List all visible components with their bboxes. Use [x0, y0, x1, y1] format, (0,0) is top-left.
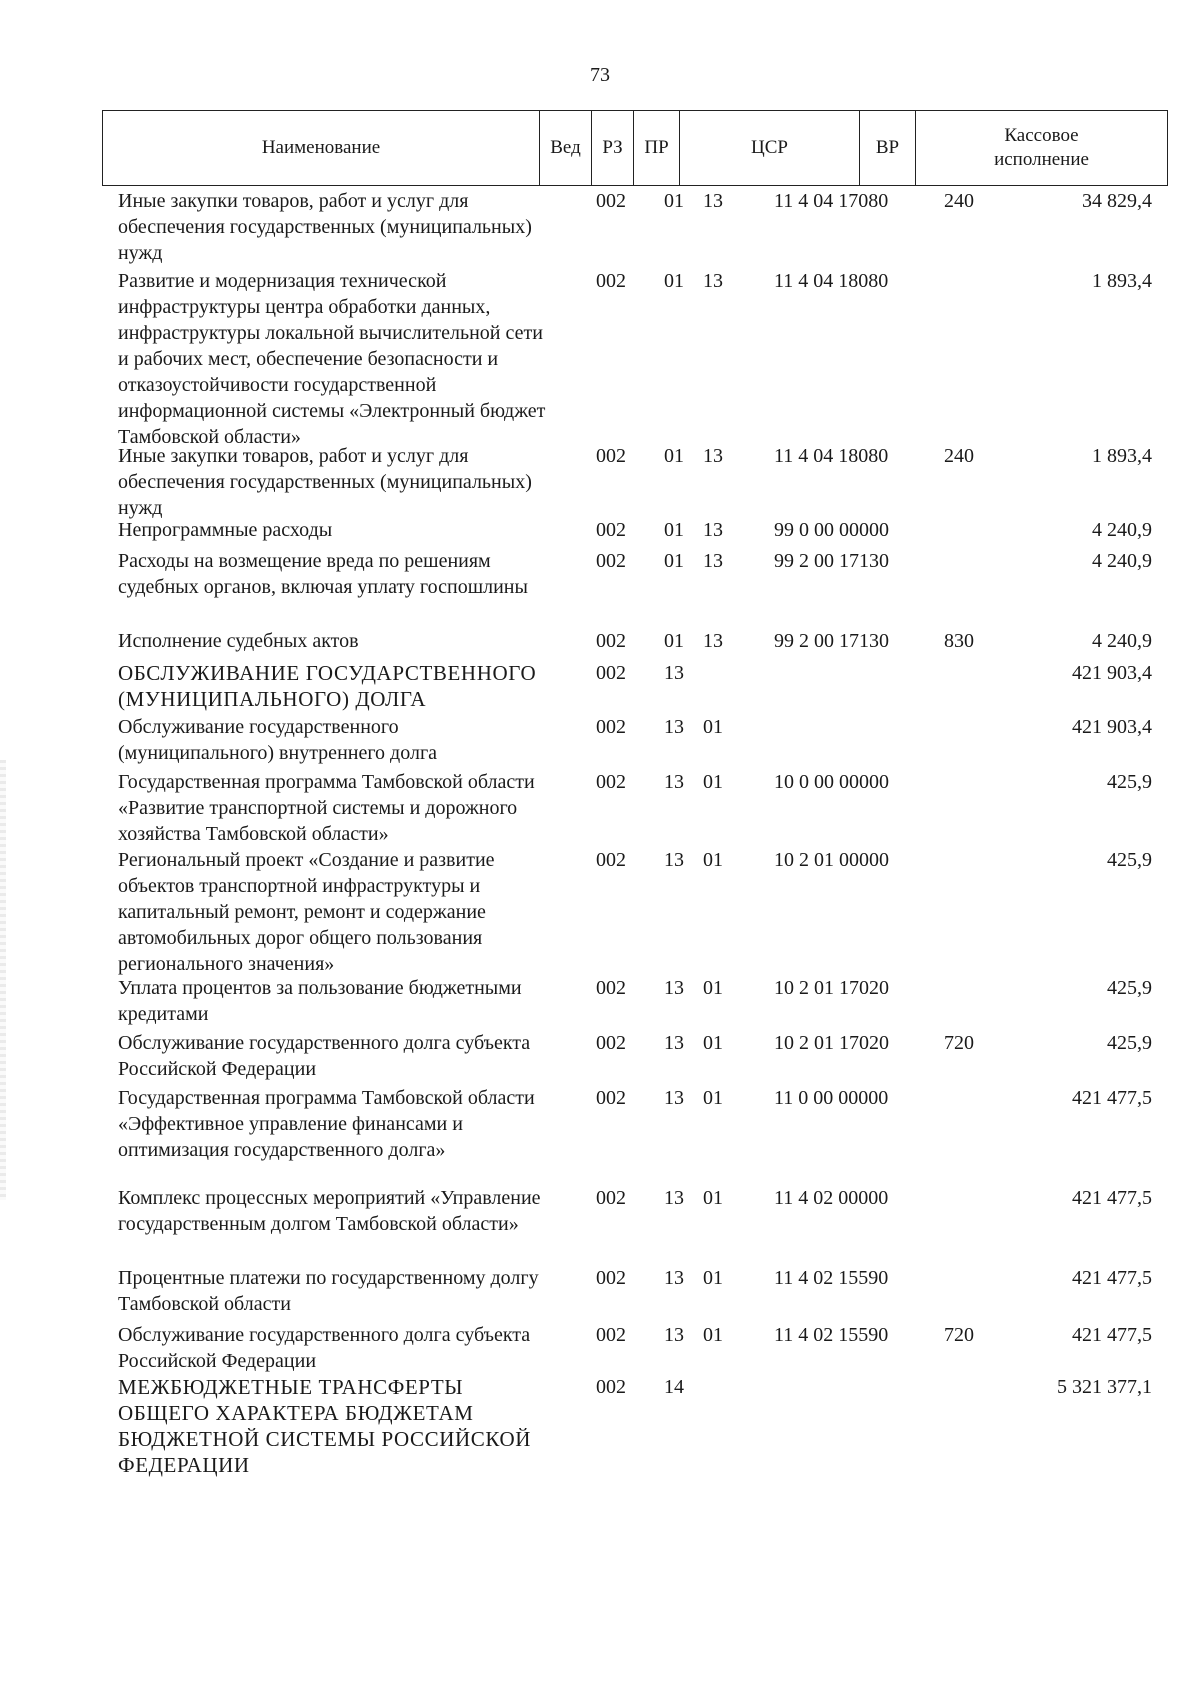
- cell-amount: 4 240,9: [1092, 519, 1152, 541]
- cell-rz: 13: [664, 977, 684, 999]
- header-ved: Вед: [539, 111, 591, 185]
- cell-name: Процентные платежи по государственному долгу Тамбовской области: [118, 1267, 539, 1315]
- cell-pr: 01: [703, 771, 723, 793]
- cell-pr: 01: [703, 1187, 723, 1209]
- cell-amount: 1 893,4: [1092, 445, 1152, 467]
- cell-ved: 002: [596, 445, 626, 467]
- cell-name: Расходы на возмещение вреда по решениям судебных органов, включая уплату госпошлины: [118, 550, 528, 598]
- cell-vr: 240: [944, 190, 974, 212]
- cell-pr: 01: [703, 716, 723, 738]
- cell-amount: 4 240,9: [1092, 550, 1152, 572]
- header-name: Наименование: [261, 137, 381, 158]
- cell-rz: 13: [664, 849, 684, 871]
- cell-csr: 11 4 04 18080: [774, 270, 889, 292]
- cell-vr: 720: [944, 1324, 974, 1346]
- cell-amount: 421 477,5: [1072, 1324, 1152, 1346]
- cell-pr: 13: [703, 550, 723, 572]
- cell-name: Обслуживание государственного долга субъекта Российской Федерации: [118, 1032, 531, 1080]
- cell-rz: 01: [664, 519, 684, 541]
- cell-rz: 13: [664, 1087, 684, 1109]
- cell-name: Развитие и модернизация технической инфраструктуры центра обработки данных, инфраструктуры локальной вычислительной сети и рабочих мест, обеспечение безопасности и отказоустойчивости государственной информационной системы «Электронный бюджет Тамбовской области»: [118, 270, 546, 448]
- cell-csr: 11 4 02 00000: [774, 1187, 889, 1209]
- cell-pr: 01: [703, 1324, 723, 1346]
- cell-ved: 002: [596, 1376, 626, 1398]
- cell-rz: 01: [664, 445, 684, 467]
- cell-rz: 01: [664, 630, 684, 652]
- cell-rz: 13: [664, 1032, 684, 1054]
- cell-pr: 13: [703, 519, 723, 541]
- cell-name: ОБСЛУЖИВАНИЕ ГОСУДАРСТВЕННОГО (МУНИЦИПАЛЬНОГО) ДОЛГА: [118, 661, 537, 711]
- cell-ved: 002: [596, 1324, 626, 1346]
- cell-ved: 002: [596, 519, 626, 541]
- cell-rz: 13: [664, 1324, 684, 1346]
- cell-amount: 421 903,4: [1072, 716, 1152, 738]
- cell-rz: 13: [664, 716, 684, 738]
- cell-ved: 002: [596, 771, 626, 793]
- cell-rz: 13: [664, 662, 684, 684]
- cell-pr: 13: [703, 445, 723, 467]
- cell-rz: 01: [664, 550, 684, 572]
- cell-ved: 002: [596, 1032, 626, 1054]
- cell-amount: 421 477,5: [1072, 1187, 1152, 1209]
- header-vr: ВР: [859, 111, 915, 185]
- header-kassovoe: Кассовое исполнение: [915, 111, 1167, 185]
- cell-rz: 14: [664, 1376, 684, 1398]
- cell-name: Иные закупки товаров, работ и услуг для обеспечения государственных (муниципальных) нужд: [118, 445, 532, 519]
- cell-ved: 002: [596, 1267, 626, 1289]
- cell-csr: 11 4 02 15590: [774, 1324, 889, 1346]
- cell-csr: 11 4 04 17080: [774, 190, 889, 212]
- cell-name: МЕЖБЮДЖЕТНЫЕ ТРАНСФЕРТЫ ОБЩЕГО ХАРАКТЕРА БЮДЖЕТАМ БЮДЖЕТНОЙ СИСТЕМЫ РОССИЙСКОЙ ФЕДЕРАЦИИ: [118, 1375, 532, 1477]
- cell-amount: 1 893,4: [1092, 270, 1152, 292]
- cell-ved: 002: [596, 716, 626, 738]
- cell-csr: 99 0 00 00000: [774, 519, 889, 541]
- cell-amount: 34 829,4: [1082, 190, 1152, 212]
- cell-vr: 830: [944, 630, 974, 652]
- cell-csr: 11 4 02 15590: [774, 1267, 889, 1289]
- cell-pr: 13: [703, 270, 723, 292]
- cell-ved: 002: [596, 270, 626, 292]
- cell-amount: 421 903,4: [1072, 662, 1152, 684]
- cell-csr: 10 2 01 17020: [774, 1032, 889, 1054]
- cell-pr: 01: [703, 977, 723, 999]
- cell-ved: 002: [596, 849, 626, 871]
- cell-csr: 11 0 00 00000: [774, 1087, 889, 1109]
- cell-pr: 01: [703, 1087, 723, 1109]
- cell-name: Обслуживание государственного (муниципального) внутреннего долга: [118, 716, 438, 764]
- cell-amount: 5 321 377,1: [1057, 1376, 1152, 1398]
- cell-csr: 10 2 01 00000: [774, 849, 889, 871]
- cell-amount: 425,9: [1107, 1032, 1152, 1054]
- cell-rz: 13: [664, 1267, 684, 1289]
- cell-amount: 425,9: [1107, 771, 1152, 793]
- cell-amount: 425,9: [1107, 977, 1152, 999]
- cell-pr: 13: [703, 630, 723, 652]
- cell-ved: 002: [596, 1187, 626, 1209]
- cell-name: Комплекс процессных мероприятий «Управление государственным долгом Тамбовской области»: [118, 1187, 541, 1235]
- cell-csr: 11 4 04 18080: [774, 445, 889, 467]
- cell-csr: 10 2 01 17020: [774, 977, 889, 999]
- cell-pr: 01: [703, 849, 723, 871]
- cell-name: Государственная программа Тамбовской области «Эффективное управление финансами и оптимизация государственного долга»: [118, 1087, 535, 1161]
- header-csr: ЦСР: [679, 111, 859, 185]
- header-rz: РЗ: [591, 111, 633, 185]
- cell-pr: 13: [703, 190, 723, 212]
- cell-rz: 01: [664, 270, 684, 292]
- cell-amount: 425,9: [1107, 849, 1152, 871]
- cell-amount: 421 477,5: [1072, 1087, 1152, 1109]
- cell-ved: 002: [596, 550, 626, 572]
- cell-ved: 002: [596, 1087, 626, 1109]
- page-number: 73: [590, 64, 610, 86]
- cell-name: Иные закупки товаров, работ и услуг для обеспечения государственных (муниципальных) нужд: [118, 190, 532, 264]
- cell-csr: 10 0 00 00000: [774, 771, 889, 793]
- cell-ved: 002: [596, 630, 626, 652]
- cell-ved: 002: [596, 662, 626, 684]
- cell-vr: 720: [944, 1032, 974, 1054]
- cell-name: Непрограммные расходы: [118, 519, 333, 541]
- cell-amount: 4 240,9: [1092, 630, 1152, 652]
- cell-amount: 421 477,5: [1072, 1267, 1152, 1289]
- cell-pr: 01: [703, 1032, 723, 1054]
- cell-ved: 002: [596, 977, 626, 999]
- cell-name: Обслуживание государственного долга субъекта Российской Федерации: [118, 1324, 531, 1372]
- cell-name: Региональный проект «Создание и развитие объектов транспортной инфраструктуры и капитальный ремонт, ремонт и содержание автомобильных дорог общего пользования регионального значения»: [118, 849, 495, 975]
- cell-ved: 002: [596, 190, 626, 212]
- cell-pr: 01: [703, 1267, 723, 1289]
- cell-name: Исполнение судебных актов: [118, 630, 359, 652]
- cell-name: Уплата процентов за пользование бюджетными кредитами: [118, 977, 522, 1025]
- cell-rz: 01: [664, 190, 684, 212]
- header-pr: ПР: [633, 111, 679, 185]
- cell-rz: 13: [664, 1187, 684, 1209]
- cell-vr: 240: [944, 445, 974, 467]
- cell-name: Государственная программа Тамбовской области «Развитие транспортной системы и дорожного хозяйства Тамбовской области»: [118, 771, 535, 845]
- cell-csr: 99 2 00 17130: [774, 550, 889, 572]
- cell-rz: 13: [664, 771, 684, 793]
- cell-csr: 99 2 00 17130: [774, 630, 889, 652]
